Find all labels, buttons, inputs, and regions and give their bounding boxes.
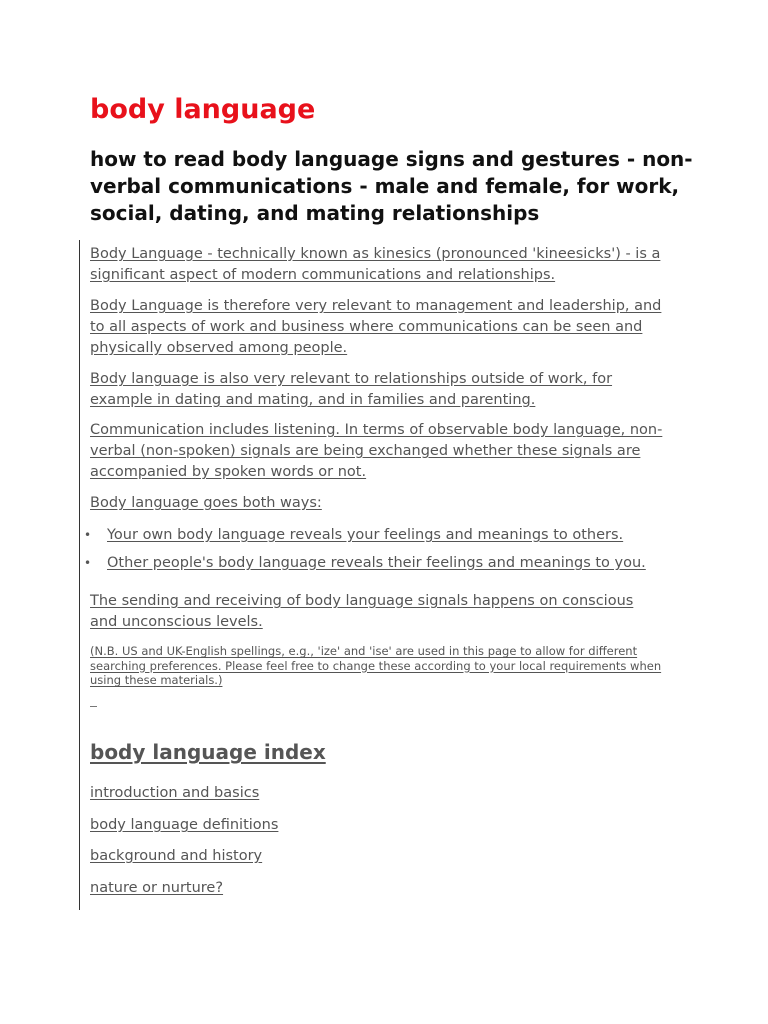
index-link-introduction[interactable]: introduction and basics bbox=[90, 785, 260, 801]
management-paragraph[interactable]: Body Language is therefore very relevant to management and leadership, and to all aspects of work and business where communications can be seen and physically observed among people. bbox=[90, 298, 662, 356]
index-link-nature-nurture[interactable]: nature or nurture? bbox=[90, 880, 224, 896]
intro-paragraph[interactable]: Body Language - technically known as kinesics (pronounced 'kineesicks') - is a significant aspect of modern communications and relationships. bbox=[90, 246, 661, 283]
index-heading[interactable]: body language index bbox=[90, 740, 326, 764]
listening-paragraph[interactable]: Communication includes listening. In terms of observable body language, non-verbal (non-spoken) signals are being exchanged whether these signals are accompanied by spoken words or not. bbox=[90, 422, 663, 480]
relationships-paragraph[interactable]: Body language is also very relevant to relationships outside of work, for example in dating and mating, and in families and parenting. bbox=[90, 371, 613, 408]
bullet-marker: • bbox=[84, 556, 92, 570]
conscious-levels-paragraph[interactable]: The sending and receiving of body language signals happens on conscious and unconscious levels. bbox=[90, 593, 634, 630]
spelling-note[interactable]: (N.B. US and UK-English spellings, e.g., 'ize' and 'ise' are used in this page to allow for different searching preferences. Please feel free to change these according to your local requirements when using these materials.) bbox=[90, 644, 662, 687]
page-subtitle: how to read body language signs and gestures - non-verbal communications - male and female, for work, social, dating, and mating relationships bbox=[90, 147, 693, 225]
content-column bbox=[79, 240, 692, 910]
index-link-definitions[interactable]: body language definitions bbox=[90, 817, 279, 833]
bullet-marker: • bbox=[84, 528, 92, 542]
page-title: body language bbox=[90, 94, 316, 125]
both-ways-paragraph[interactable]: Body language goes both ways: bbox=[90, 495, 322, 511]
index-link-background[interactable]: background and history bbox=[90, 848, 263, 864]
separator-dash bbox=[90, 706, 97, 707]
bullet-item-own-body-language[interactable]: Your own body language reveals your feelings and meanings to others. bbox=[107, 527, 624, 543]
bullet-item-others-body-language[interactable]: Other people's body language reveals their feelings and meanings to you. bbox=[107, 555, 646, 571]
